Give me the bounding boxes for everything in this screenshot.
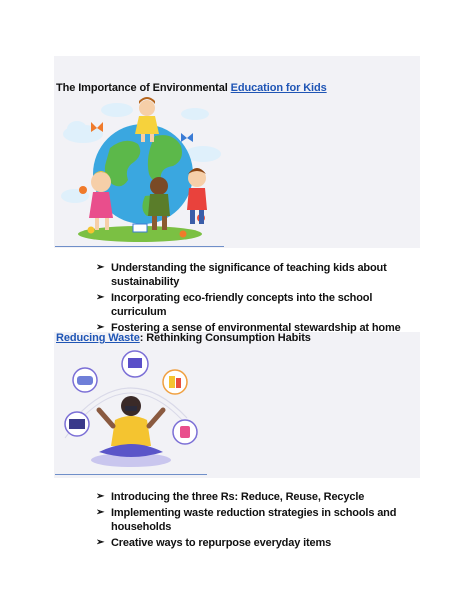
arrowhead-bullet-icon: ➢ xyxy=(96,262,105,273)
bullet-text: Creative ways to repurpose everyday items xyxy=(111,537,332,549)
arrowhead-bullet-icon: ➢ xyxy=(96,292,105,303)
education-for-kids-link[interactable]: Education for Kids xyxy=(230,82,327,94)
section2-heading-text: : Rethinking Consumption Habits xyxy=(139,332,311,344)
section2-heading xyxy=(56,332,311,344)
illustration1-underline xyxy=(55,246,224,247)
bullet-text: Incorporating eco-friendly concepts into the school curriculum xyxy=(111,292,373,318)
bullet-text: Implementing waste reduction strategies in schools and households xyxy=(111,507,397,533)
reducing-waste-link[interactable]: Reducing Waste xyxy=(56,332,140,344)
list-item xyxy=(96,506,416,534)
bullet-text: Fostering a sense of environmental stewardship at home xyxy=(111,322,401,334)
section1-heading-text: The Importance of Environmental xyxy=(56,82,231,94)
bullet-text: Introducing the three Rs: Reduce, Reuse, Recycle xyxy=(111,491,365,503)
list-item xyxy=(96,490,416,504)
person-meditating-with-devices-illustration xyxy=(55,348,207,475)
bullet-text: Understanding the significance of teaching kids about sustainability xyxy=(111,262,387,288)
section1-heading xyxy=(56,82,327,94)
list-item xyxy=(96,536,416,550)
section1-bullet-list xyxy=(96,261,416,337)
arrowhead-bullet-icon: ➢ xyxy=(96,537,105,548)
illustration2-underline xyxy=(55,474,207,475)
section2-bullet-list xyxy=(96,490,416,552)
arrowhead-bullet-icon: ➢ xyxy=(96,507,105,518)
list-item xyxy=(96,261,416,289)
arrowhead-bullet-icon: ➢ xyxy=(96,491,105,502)
arrowhead-bullet-icon: ➢ xyxy=(96,322,105,333)
kids-around-globe-illustration xyxy=(55,96,225,246)
list-item xyxy=(96,291,416,319)
